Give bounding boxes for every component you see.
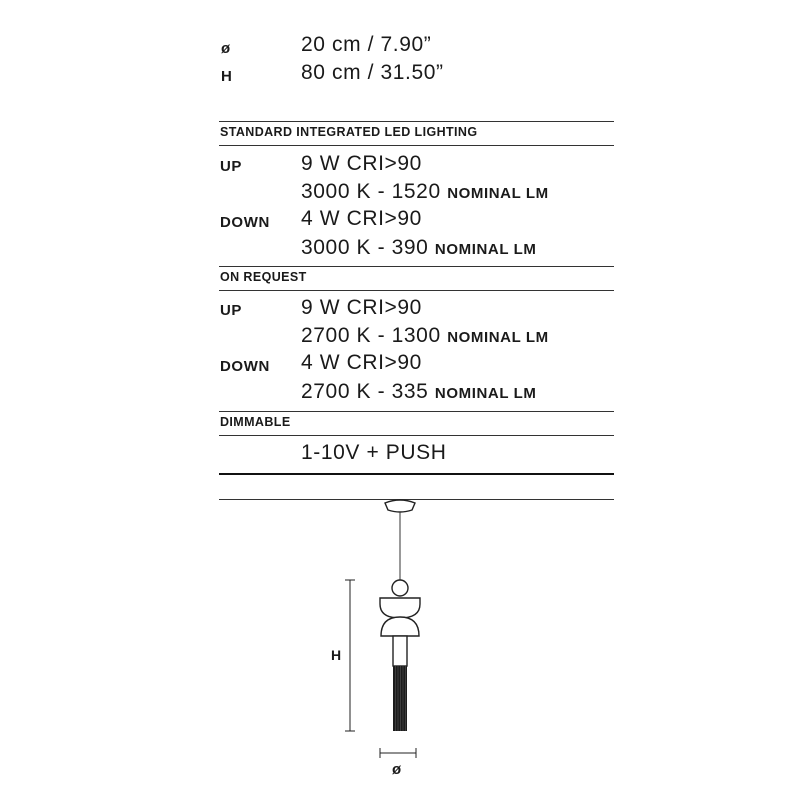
diameter-dimension-line bbox=[380, 748, 416, 758]
on-request-down-power: 4 W CRI>90 bbox=[301, 351, 422, 374]
top-sphere bbox=[392, 580, 408, 596]
on-request-down-label: DOWN bbox=[220, 358, 270, 375]
lumen-unit: NOMINAL LM bbox=[447, 329, 549, 346]
neck bbox=[393, 636, 407, 666]
standard-down-flux: 3000 K - 390 NOMINAL LM bbox=[301, 236, 537, 259]
section-heading-on-request: ON REQUEST bbox=[220, 270, 307, 284]
section-heading-standard: STANDARD INTEGRATED LED LIGHTING bbox=[220, 125, 478, 139]
diameter-dimension-marker: ø bbox=[392, 761, 402, 778]
height-dimension-line bbox=[345, 580, 355, 731]
on-request-up-flux: 2700 K - 1300 NOMINAL LM bbox=[301, 324, 549, 347]
upper-shade bbox=[380, 598, 420, 618]
diameter-value: 20 cm / 7.90” bbox=[301, 33, 432, 56]
section-heading-dimmable: DIMMABLE bbox=[220, 415, 291, 429]
fringe bbox=[393, 666, 407, 731]
height-label: H bbox=[221, 68, 233, 85]
standard-up-label: UP bbox=[220, 158, 243, 175]
lower-dome bbox=[381, 617, 419, 636]
lumen-unit: NOMINAL LM bbox=[434, 385, 537, 402]
dimmable-value: 1-10V + PUSH bbox=[301, 441, 447, 464]
standard-up-power: 9 W CRI>90 bbox=[301, 152, 422, 175]
height-value: 80 cm / 31.50” bbox=[301, 61, 444, 84]
lumen-unit: NOMINAL LM bbox=[434, 241, 537, 258]
lumen-unit: NOMINAL LM bbox=[447, 185, 549, 202]
standard-down-label: DOWN bbox=[220, 214, 270, 231]
on-request-up-label: UP bbox=[220, 302, 243, 319]
standard-up-flux: 3000 K - 1520 NOMINAL LM bbox=[301, 180, 549, 203]
height-dimension-marker: H bbox=[331, 647, 342, 663]
diameter-label: ø bbox=[221, 40, 231, 57]
standard-down-power: 4 W CRI>90 bbox=[301, 207, 422, 230]
canopy bbox=[385, 500, 415, 512]
on-request-down-flux: 2700 K - 335 NOMINAL LM bbox=[301, 380, 537, 403]
on-request-up-power: 9 W CRI>90 bbox=[301, 296, 422, 319]
